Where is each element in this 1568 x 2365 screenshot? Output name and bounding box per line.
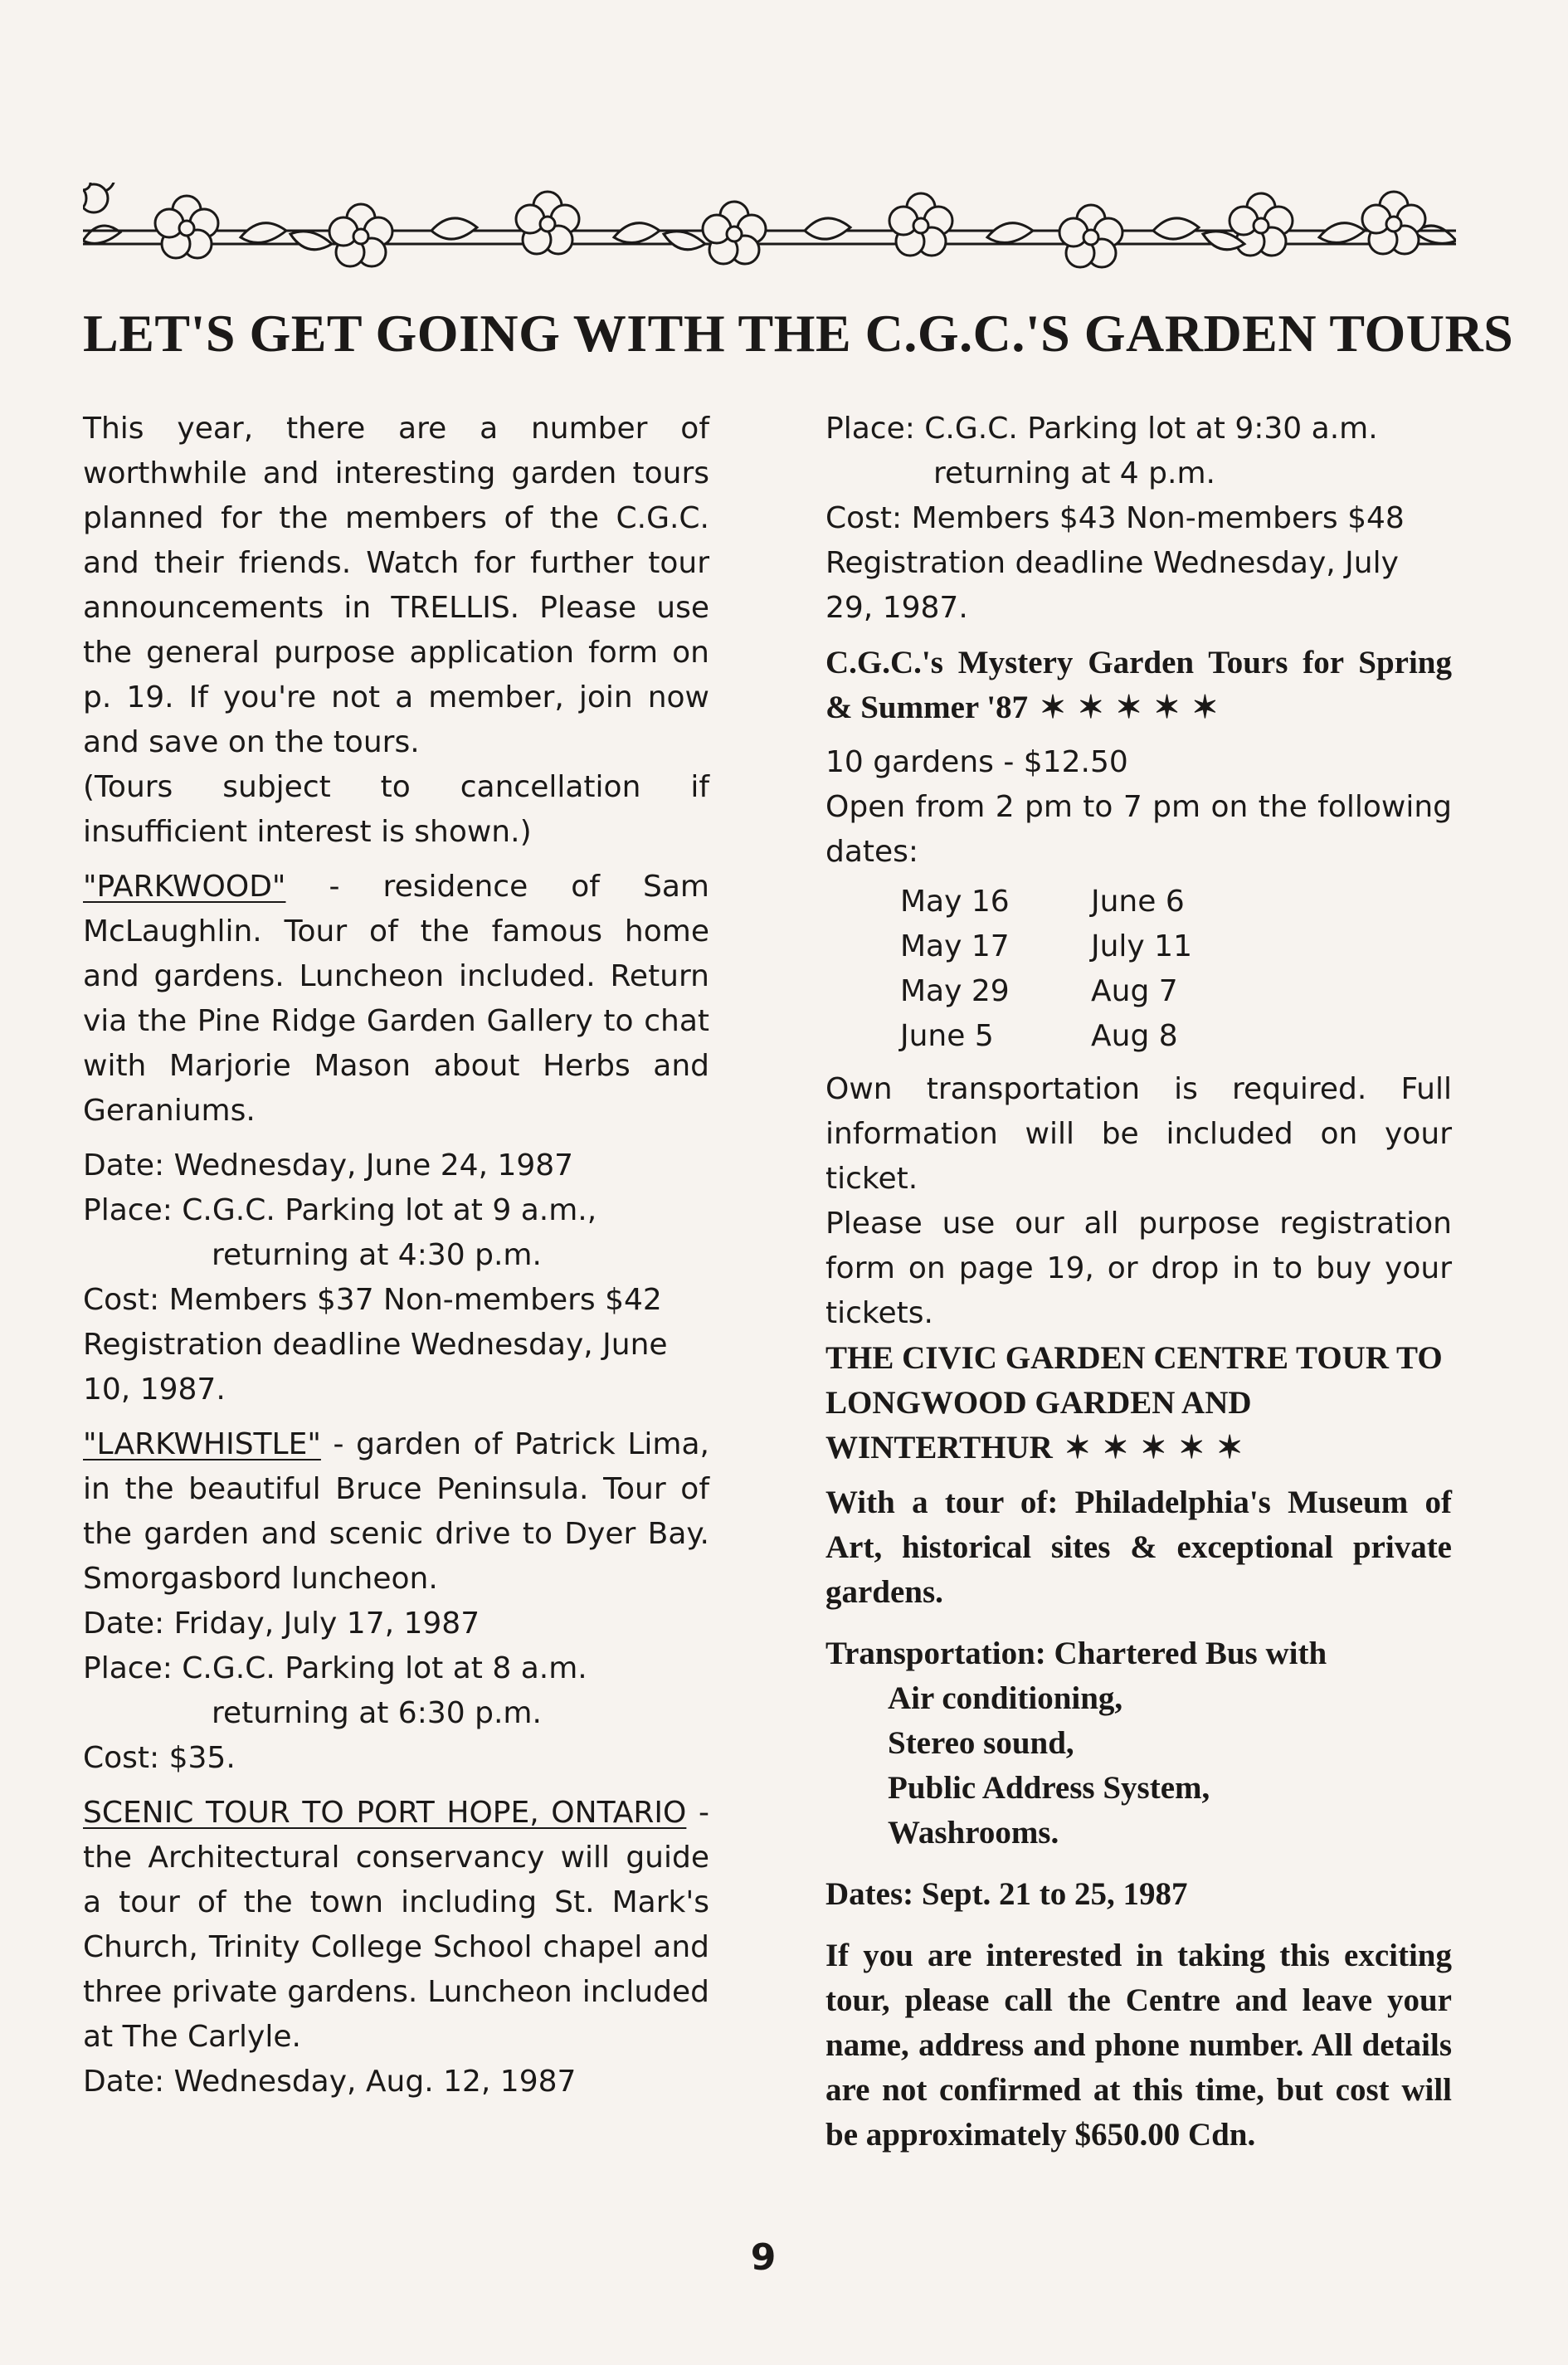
longwood-transport-item: Air conditioning, [888,1680,1123,1716]
page-number: 9 [750,2236,777,2279]
date-cell: July 11 [1091,929,1192,963]
parkwood-returning: returning at 4:30 p.m. [212,1238,542,1272]
longwood-with-tour: With a tour of: Philadelphia's Museum of Art, historical sites & exceptional private gardens. [825,1485,1452,1610]
mystery-star-rating: ✶✶✶✶✶ [1040,690,1230,725]
dates-row [825,880,1452,924]
page-title: LET'S GET GOING WITH THE C.G.C.'S GARDEN TOURS [83,304,1514,363]
date-cell: June 5 [900,1019,994,1053]
longwood-transport-item: Stereo sound, [888,1725,1074,1761]
porthope-place: Place: C.G.C. Parking lot at 9:30 a.m. [825,412,1378,446]
longwood-heading [825,1336,1452,1470]
longwood-star-rating: ✶✶✶✶✶ [1064,1431,1255,1465]
date-cell: May 29 [900,974,1010,1008]
mystery-dates-table [825,880,1452,1059]
parkwood-place: Place: C.G.C. Parking lot at 9 a.m., [83,1193,597,1227]
right-column [825,407,1452,2158]
larkwhistle-returning: returning at 6:30 p.m. [212,1696,542,1730]
date-cell: Aug 7 [1091,974,1178,1008]
larkwhistle-description: - garden of Patrick Lima, in the beautiful Bruce Peninsula. Tour of the garden and scenic drive to Dyer Bay. Smorgasbord luncheon. [83,1427,709,1596]
date-cell: June 6 [1091,885,1185,919]
dates-row [825,1014,1452,1059]
mystery-tour-heading [825,641,1452,730]
mystery-tour-title: C.G.C.'s Mystery Garden Tours for Spring & Summer '87 [825,645,1452,725]
parkwood-date: Date: Wednesday, June 24, 1987 [83,1148,574,1182]
porthope-returning: returning at 4 p.m. [933,456,1215,490]
dates-row [825,969,1452,1014]
porthope-name: SCENIC TOUR TO PORT HOPE, ONTARIO [83,1796,687,1830]
mystery-open-hours: Open from 2 pm to 7 pm on the following dates: [825,790,1452,869]
longwood-interest-paragraph: If you are interested in taking this exciting tour, please call the Centre and leave your name, address and phone number. All details are not confirmed at this time, but cost will be approximately $650.00 Cdn. [825,1938,1452,2153]
parkwood-description: - residence of Sam McLaughlin. Tour of the famous home and gardens. Luncheon included. Return via the Pine Ridge Garden Gallery to chat with Marjorie Mason about Herbs and Geraniums. [83,870,709,1128]
larkwhistle-place: Place: C.G.C. Parking lot at 8 a.m. [83,1651,587,1685]
mystery-registration-note: Please use our all purpose registration form on page 19, or drop in to buy your tickets. [825,1207,1452,1330]
porthope-date: Date: Wednesday, Aug. 12, 1987 [83,2065,577,2099]
larkwhistle-paragraph [83,1422,709,1602]
longwood-transport-item: Public Address System, [888,1770,1210,1806]
longwood-title: THE CIVIC GARDEN CENTRE TOUR TO LONGWOOD GARDEN AND WINTERTHUR [825,1340,1443,1465]
porthope-paragraph [83,1791,709,2060]
longwood-transport-label: Transportation: Chartered Bus with [825,1636,1327,1671]
larkwhistle-date: Date: Friday, July 17, 1987 [83,1607,480,1641]
porthope-deadline: Registration deadline Wednesday, July 29, 1987. [825,546,1399,625]
date-cell: Aug 8 [1091,1019,1178,1053]
longwood-dates: Dates: Sept. 21 to 25, 1987 [825,1876,1188,1912]
mystery-gardens-price: 10 gardens - $12.50 [825,745,1128,779]
parkwood-deadline: Registration deadline Wednesday, June 10, 1987. [83,1328,668,1407]
longwood-transport-item: Washrooms. [888,1815,1059,1851]
cancellation-note: (Tours subject to cancellation if insufficient interest is shown.) [83,770,709,849]
left-column [83,407,709,2104]
parkwood-paragraph [83,865,709,1134]
larkwhistle-name: "LARKWHISTLE" [83,1427,321,1461]
dates-row [825,924,1452,969]
mystery-transport-note: Own transportation is required. Full information will be included on your ticket. [825,1072,1452,1196]
parkwood-cost: Cost: Members $37 Non-members $42 [83,1283,662,1317]
floral-vine-banner-icon [83,183,1456,299]
date-cell: May 17 [900,929,1010,963]
date-cell: May 16 [900,885,1010,919]
parkwood-name: "PARKWOOD" [83,870,286,904]
intro-paragraph: This year, there are a number of worthwhile and interesting garden tours planned for the members of the C.G.C. and their friends. Watch for further tour announcements in TRELLIS. Please use the general purpose application form on p. 19. If you're not a member, join now and save on the tours. [83,412,709,759]
larkwhistle-cost: Cost: $35. [83,1741,236,1775]
porthope-cost: Cost: Members $43 Non-members $48 [825,501,1405,535]
porthope-description: - the Architectural conservancy will guide a tour of the town including St. Mark's Church, Trinity College School chapel and three private gardens. Luncheon included at The Carlyle. [83,1796,709,2054]
